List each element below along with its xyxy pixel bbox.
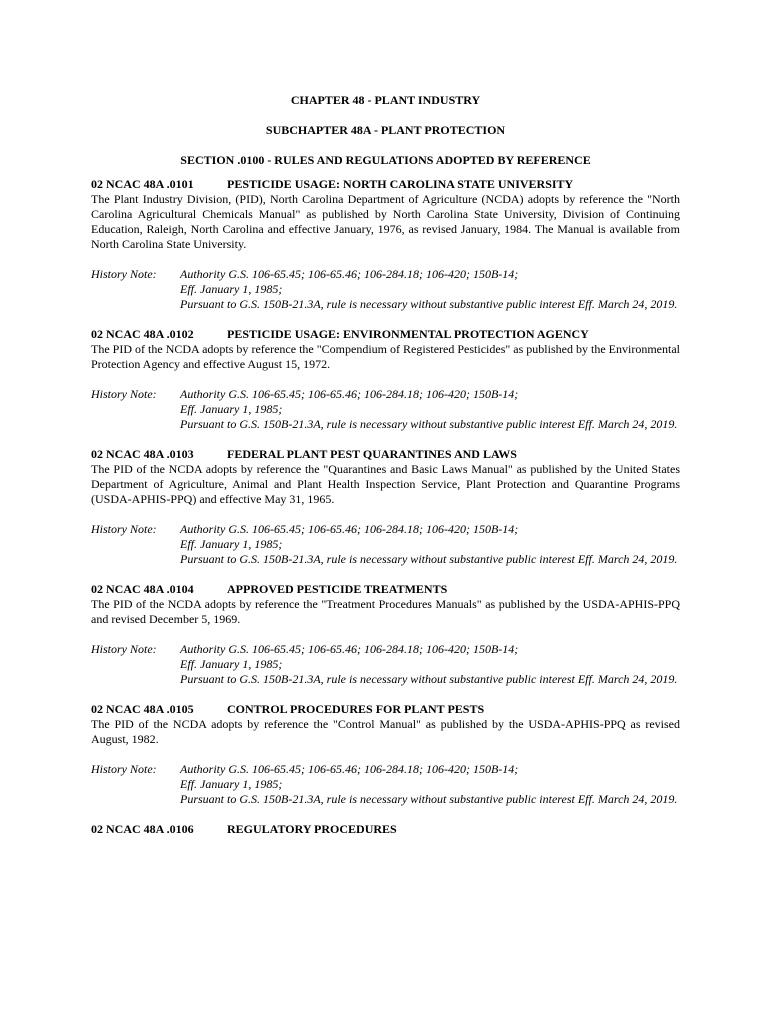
rule-body: The PID of the NCDA adopts by reference the "Control Manual" as published by the USDA-APHIS-PPQ as revised August, 1982.	[91, 717, 680, 746]
rule-0106	[91, 822, 680, 837]
subchapter-heading: SUBCHAPTER 48A - PLANT PROTECTION	[265, 123, 506, 137]
history-effective: Eff. January 1, 1985;	[180, 402, 283, 416]
rule-code: 02 NCAC 48A .0102	[91, 327, 194, 341]
rule-heading	[91, 327, 680, 342]
rule-heading	[91, 447, 680, 462]
history-label: History Note:	[91, 642, 157, 656]
section-heading: SECTION .0100 - RULES AND REGULATIONS ADOPTED BY REFERENCE	[180, 153, 591, 167]
history-authority: Authority G.S. 106-65.45; 106-65.46; 106-284.18; 106-420; 150B-14;	[180, 387, 519, 401]
history-lines	[180, 387, 680, 432]
history-note	[91, 762, 680, 807]
history-authority: Authority G.S. 106-65.45; 106-65.46; 106-284.18; 106-420; 150B-14;	[180, 642, 519, 656]
history-lines	[180, 522, 680, 567]
history-pursuant: Pursuant to G.S. 150B-21.3A, rule is necessary without substantive public interest Eff. March 24, 2019.	[180, 417, 678, 431]
rule-code: 02 NCAC 48A .0105	[91, 702, 194, 716]
history-pursuant: Pursuant to G.S. 150B-21.3A, rule is necessary without substantive public interest Eff. March 24, 2019.	[180, 297, 678, 311]
rule-0102	[91, 327, 680, 432]
rule-0101	[91, 177, 680, 312]
rule-code: 02 NCAC 48A .0104	[91, 582, 194, 596]
history-authority: Authority G.S. 106-65.45; 106-65.46; 106-284.18; 106-420; 150B-14;	[180, 762, 519, 776]
document-content	[91, 93, 680, 852]
history-lines	[180, 642, 680, 687]
history-note	[91, 387, 680, 432]
rule-0103	[91, 447, 680, 567]
rule-body: The PID of the NCDA adopts by reference the "Compendium of Registered Pesticides" as published by the Environmental Protection Agency and effective August 15, 1972.	[91, 342, 680, 371]
history-note	[91, 267, 680, 312]
history-note	[91, 642, 680, 687]
history-pursuant: Pursuant to G.S. 150B-21.3A, rule is necessary without substantive public interest Eff. March 24, 2019.	[180, 552, 678, 566]
rule-heading	[91, 177, 680, 192]
history-pursuant: Pursuant to G.S. 150B-21.3A, rule is necessary without substantive public interest Eff. March 24, 2019.	[180, 792, 678, 806]
rule-heading	[91, 702, 680, 717]
rule-heading	[91, 822, 680, 837]
rule-title: FEDERAL PLANT PEST QUARANTINES AND LAWS	[227, 447, 517, 461]
history-effective: Eff. January 1, 1985;	[180, 282, 283, 296]
history-label: History Note:	[91, 522, 157, 536]
rule-body: The Plant Industry Division, (PID), North Carolina Department of Agriculture (NCDA) adopts by reference the "North Carolina Agricultural Chemicals Manual" as published by North Carolina State University, Division of Continuing Education, Raleigh, North Carolina and effective January, 1976, as revised January, 1984. The Manual is available from North Carolina State University.	[91, 192, 680, 251]
history-authority: Authority G.S. 106-65.45; 106-65.46; 106-284.18; 106-420; 150B-14;	[180, 522, 519, 536]
chapter-heading: CHAPTER 48 - PLANT INDUSTRY	[290, 93, 481, 107]
history-note	[91, 522, 680, 567]
history-effective: Eff. January 1, 1985;	[180, 537, 283, 551]
history-lines	[180, 267, 680, 312]
rule-title: CONTROL PROCEDURES FOR PLANT PESTS	[227, 702, 485, 716]
history-effective: Eff. January 1, 1985;	[180, 657, 283, 671]
rule-body: The PID of the NCDA adopts by reference the "Treatment Procedures Manuals" as published by the USDA-APHIS-PPQ and revised December 5, 1969.	[91, 597, 680, 626]
history-effective: Eff. January 1, 1985;	[180, 777, 283, 791]
rule-title: PESTICIDE USAGE: NORTH CAROLINA STATE UNIVERSITY	[227, 177, 574, 191]
history-label: History Note:	[91, 762, 157, 776]
rule-heading	[91, 582, 680, 597]
rule-title: APPROVED PESTICIDE TREATMENTS	[227, 582, 448, 596]
history-authority: Authority G.S. 106-65.45; 106-65.46; 106-284.18; 106-420; 150B-14;	[180, 267, 519, 281]
rule-code: 02 NCAC 48A .0101	[91, 177, 194, 191]
rule-code: 02 NCAC 48A .0103	[91, 447, 194, 461]
rule-0104	[91, 582, 680, 687]
rule-title: PESTICIDE USAGE: ENVIRONMENTAL PROTECTION AGENCY	[227, 327, 589, 341]
history-lines	[180, 762, 680, 807]
history-label: History Note:	[91, 387, 157, 401]
history-label: History Note:	[91, 267, 157, 281]
rule-title: REGULATORY PROCEDURES	[227, 822, 397, 836]
rule-0105	[91, 702, 680, 807]
history-pursuant: Pursuant to G.S. 150B-21.3A, rule is necessary without substantive public interest Eff. March 24, 2019.	[180, 672, 678, 686]
rule-body: The PID of the NCDA adopts by reference the "Quarantines and Basic Laws Manual" as published by the United States Department of Agriculture, Animal and Plant Health Inspection Service, Plant Protection and Quarantine Programs (USDA-APHIS-PPQ) and effective May 31, 1965.	[91, 462, 680, 506]
rule-code: 02 NCAC 48A .0106	[91, 822, 194, 836]
